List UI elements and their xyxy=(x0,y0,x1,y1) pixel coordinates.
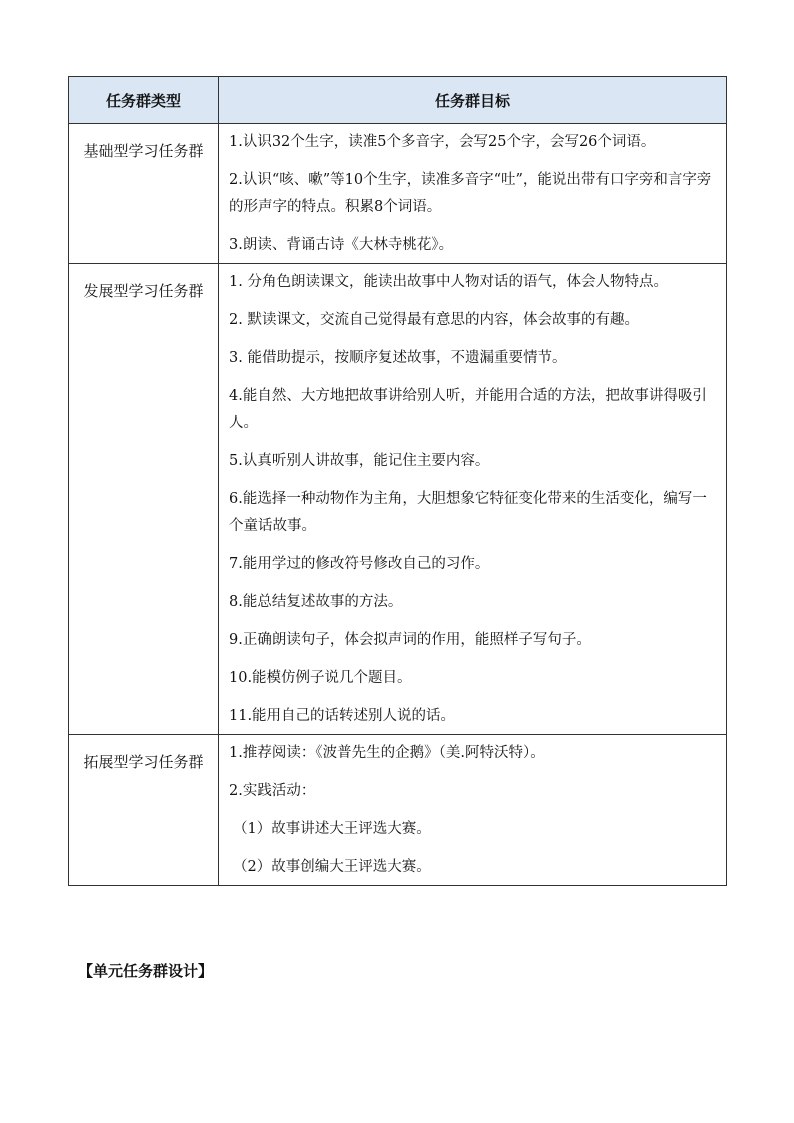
goal-item: 3. 能借助提示，按顺序复述故事，不遗漏重要情节。 xyxy=(229,350,567,366)
header-type: 任务群类型 xyxy=(69,77,219,124)
goal-item: 8.能总结复述故事的方法。 xyxy=(229,594,403,610)
goal-item: 9.正确朗读句子，体会拟声词的作用，能照样子写句子。 xyxy=(229,632,591,648)
row-type-extended: 拓展型学习任务群 xyxy=(69,735,219,886)
row-goals-extended xyxy=(219,735,727,886)
goal-subitem: （2）故事创编大王评选大赛。 xyxy=(233,859,431,875)
row-goals-developmental xyxy=(219,264,727,735)
goal-item: 5.认真听别人讲故事，能记住主要内容。 xyxy=(229,453,490,469)
goal-item: 1.推荐阅读：《波普先生的企鹅》（美.阿特沃特）。 xyxy=(229,745,545,761)
goal-item: 11.能用自己的话转述别人说的话。 xyxy=(229,708,456,724)
row-type-basic: 基础型学习任务群 xyxy=(69,124,219,264)
table-row-basic xyxy=(69,124,727,264)
goal-item: 6.能选择一种动物作为主角，大胆想象它特征变化带来的生活变化，编写一个童话故事。 xyxy=(229,491,707,534)
goal-item: 10.能模仿例子说几个题目。 xyxy=(229,670,412,686)
goal-item: 7.能用学过的修改符号修改自己的习作。 xyxy=(229,556,490,572)
goal-item: 4.能自然、大方地把故事讲给别人听，并能用合适的方法，把故事讲得吸引人。 xyxy=(229,388,707,431)
table-row-developmental xyxy=(69,264,727,735)
goal-item: 2.实践活动： xyxy=(229,783,316,799)
task-group-table xyxy=(68,76,727,886)
section-title: 【单元任务群设计】 xyxy=(78,962,214,980)
goal-item: 2. 默读课文，交流自己觉得最有意思的内容，体会故事的有趣。 xyxy=(229,312,639,328)
row-type-developmental: 发展型学习任务群 xyxy=(69,264,219,735)
goal-subitem: （1）故事讲述大王评选大赛。 xyxy=(233,821,431,837)
header-goal: 任务群目标 xyxy=(219,77,727,124)
row-goals-basic xyxy=(219,124,727,264)
goal-item: 3.朗读、背诵古诗《大林寺桃花》。 xyxy=(229,237,454,253)
goal-item: 1. 分角色朗读课文，能读出故事中人物对话的语气，体会人物特点。 xyxy=(229,274,668,290)
table-header-row xyxy=(69,77,727,124)
goal-item: 1.认识32个生字，读准5个多音字，会写25个字，会写26个词语。 xyxy=(229,134,656,150)
goal-item: 2.认识“咳、嗽”等10个生字，读准多音字“吐”，能说出带有口字旁和言字旁的形声字的特点。积累8个词语。 xyxy=(229,172,712,215)
table-row-extended xyxy=(69,735,727,886)
